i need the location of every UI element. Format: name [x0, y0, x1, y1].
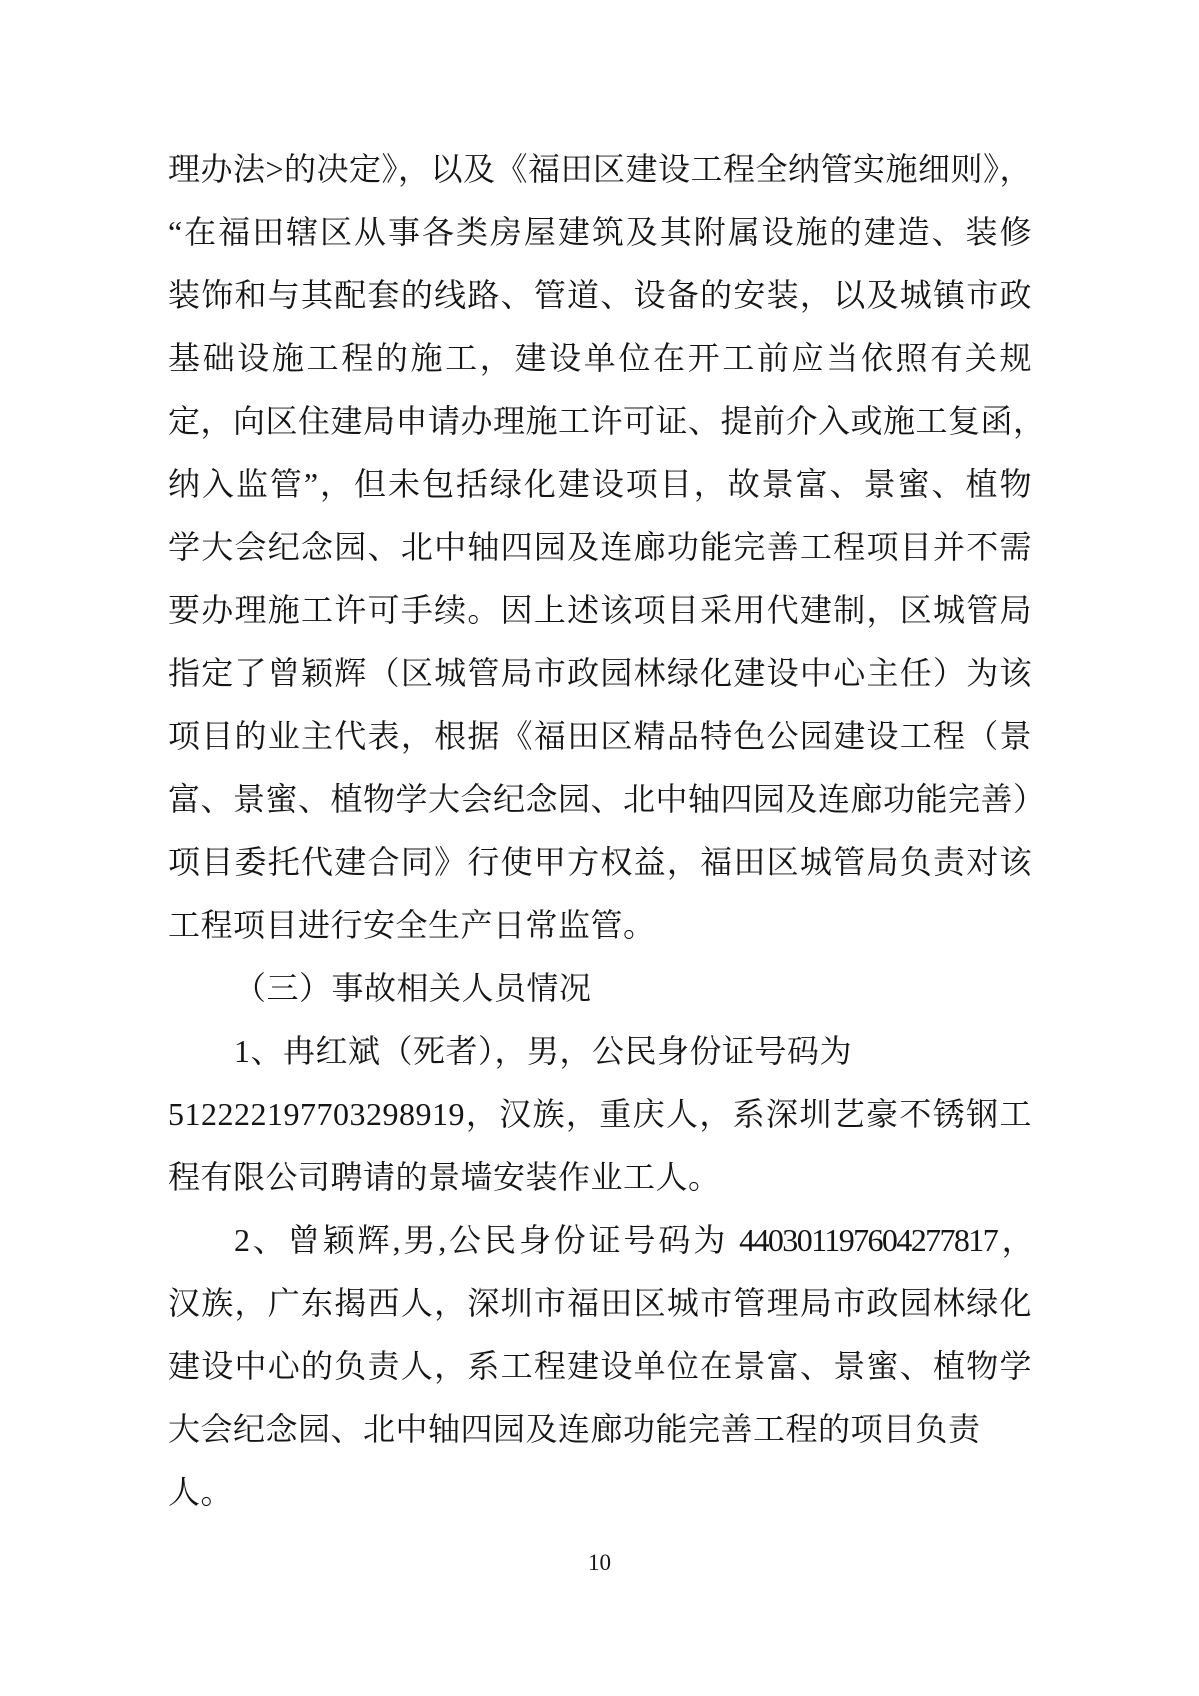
text-line-5: 定，向区住建局申请办理施工许可证、提前介入或施工复函，: [168, 403, 1046, 439]
text-line-12: 项目委托代建合同》行使甲方权益，福田区城管局负责对该: [168, 844, 1032, 880]
text-line-9: 指定了曾颖辉（区城管局市政园林绿化建设中心主任）为该: [168, 655, 1032, 691]
document-body: [168, 138, 1046, 1524]
text-line-10: 项目的业主代表，根据《福田区精品特色公园建设工程（景: [168, 718, 1032, 754]
text-line-4: 基础设施工程的施工，建设单位在开工前应当依照有关规: [168, 340, 1032, 376]
text-line-16: 512222197703298919，汉族，重庆人，系深圳艺豪不锈钢工: [168, 1096, 1032, 1132]
text-line-6: 纳入监管”，但未包括绿化建设项目，故景富、景蜜、植物: [168, 466, 1032, 502]
section-heading-related-persons: （三）事故相关人员情况: [234, 970, 592, 1006]
text-line-2: “在福田辖区从事各类房屋建筑及其附属设施的建造、装修: [168, 214, 1032, 250]
text-line-22: 人。: [168, 1474, 234, 1510]
text-line-21: 大会纪念园、北中轴四园及连廊功能完善工程的项目负责: [168, 1411, 981, 1447]
text-line-13: 工程项目进行安全生产日常监管。: [168, 907, 656, 943]
text-line-18: 2、曾颖辉,男,公民身份证号码为 440301197604277817，: [234, 1222, 1032, 1258]
text-line-19: 汉族，广东揭西人，深圳市福田区城市管理局市政园林绿化: [168, 1285, 1032, 1321]
text-line-11: 富、景蜜、植物学大会纪念园、北中轴四园及连廊功能完善）: [168, 781, 1046, 817]
page-number: 10: [588, 1550, 611, 1575]
text-line-20: 建设中心的负责人，系工程建设单位在景富、景蜜、植物学: [168, 1348, 1032, 1384]
text-line-1: 理办法>的决定》，以及《福田区建设工程全纳管实施细则》，: [168, 151, 1033, 187]
text-line-17: 程有限公司聘请的景墙安装作业工人。: [168, 1159, 721, 1195]
text-line-3: 装饰和与其配套的线路、管道、设备的安装，以及城镇市政: [168, 277, 1032, 313]
text-line-15: 1、冉红斌（死者），男，公民身份证号码为: [234, 1033, 853, 1069]
text-line-7: 学大会纪念园、北中轴四园及连廊功能完善工程项目并不需: [168, 529, 1032, 565]
text-line-8: 要办理施工许可手续。因上述该项目采用代建制，区城管局: [168, 592, 1032, 628]
